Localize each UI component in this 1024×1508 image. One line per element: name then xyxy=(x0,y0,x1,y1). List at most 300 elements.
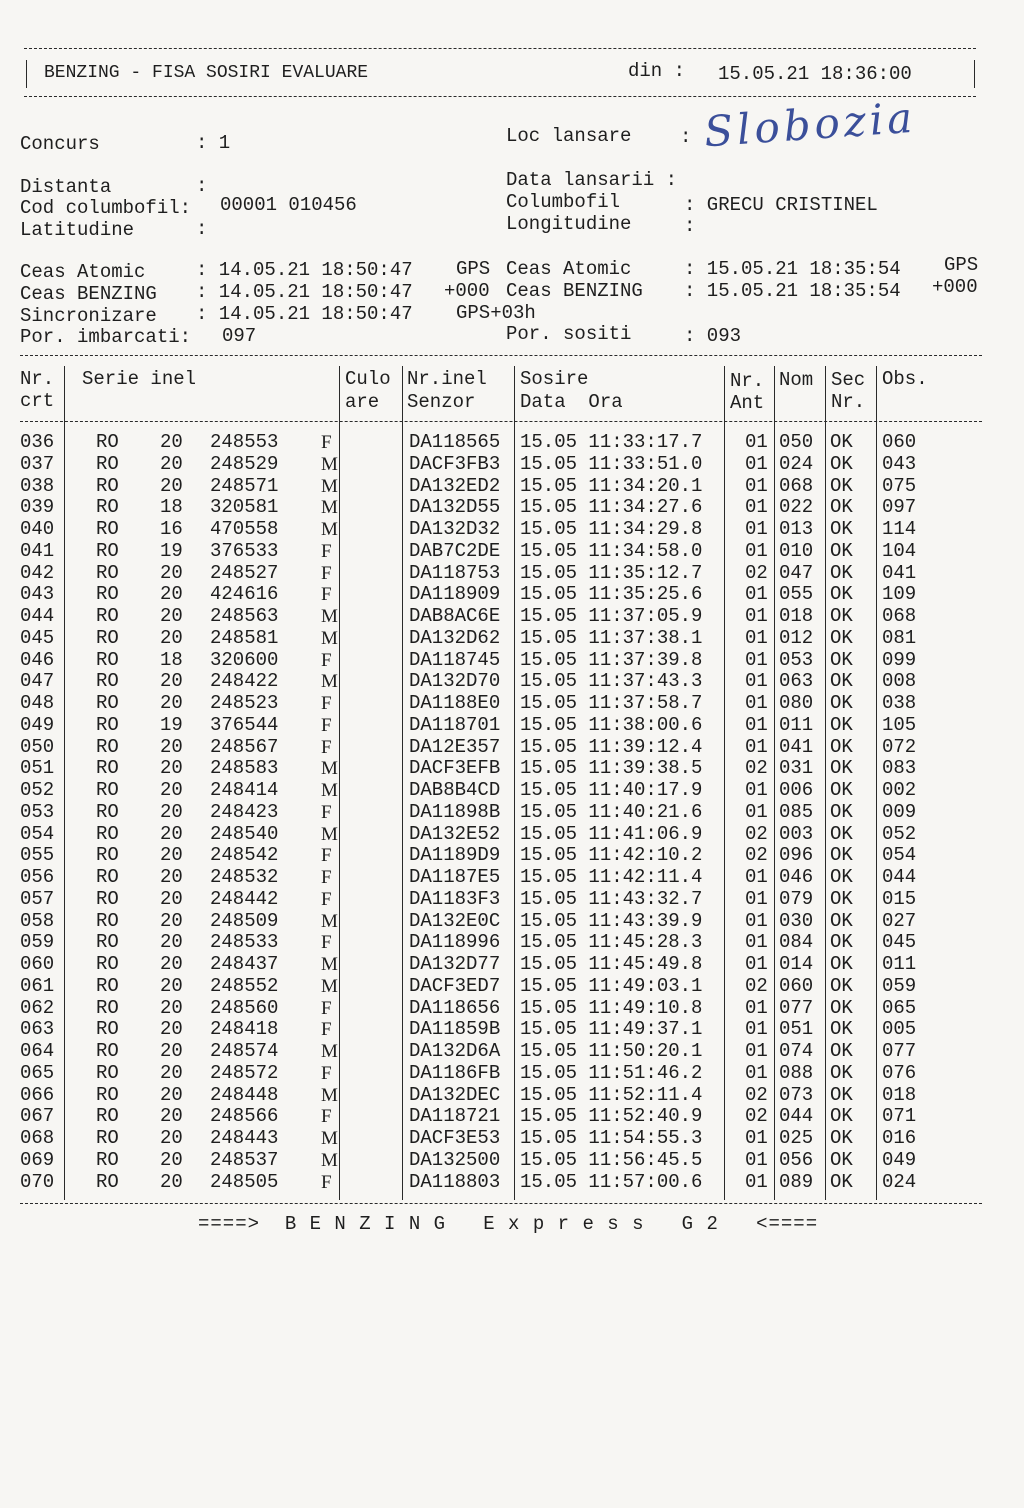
cell-tara: RO xyxy=(96,887,119,910)
cell-nr-ant: 01 xyxy=(745,648,768,671)
cell-nr-crt: 070 xyxy=(20,1170,55,1193)
cell-nom: 022 xyxy=(779,496,814,519)
cell-senzor: DA11859B xyxy=(409,1018,501,1041)
table-row xyxy=(0,693,1024,715)
clock-right-1-suffix: +000 xyxy=(932,276,978,298)
cell-nr-ant: 01 xyxy=(745,779,768,801)
cell-sex: F xyxy=(321,1019,332,1041)
cell-senzor: DA118803 xyxy=(409,1170,501,1193)
cell-nr-ant: 01 xyxy=(745,1018,768,1041)
cell-nom: 088 xyxy=(779,1061,814,1084)
table-row xyxy=(0,1085,1024,1107)
cell-senzor: DA1189D9 xyxy=(409,844,501,867)
cell-senzor: DA118721 xyxy=(409,1105,501,1128)
cell-serie: 248423 xyxy=(210,800,279,823)
cell-sosire: 15.05 11:49:37.1 xyxy=(520,1018,703,1041)
cell-senzor: DAB7C2DE xyxy=(409,539,501,562)
imbarcati-label: Por. imbarcati: xyxy=(20,326,192,348)
loc-lansare-sep: : xyxy=(680,126,692,148)
cell-senzor: DA132D55 xyxy=(409,496,501,519)
table-row xyxy=(0,476,1024,498)
cell-nr-ant: 02 xyxy=(745,974,768,997)
table-row xyxy=(0,628,1024,650)
cell-obs: 114 xyxy=(882,518,917,540)
cell-sex: M xyxy=(321,497,338,519)
loc-lansare-label: Loc lansare xyxy=(506,125,632,147)
cell-serie: 424616 xyxy=(210,583,279,606)
cell-sec-nr: OK xyxy=(830,844,853,867)
cell-serie: 248563 xyxy=(210,605,279,627)
cell-serie: 248560 xyxy=(210,996,279,1019)
cell-sosire: 15.05 11:42:11.4 xyxy=(520,866,703,888)
cell-sosire: 15.05 11:33:51.0 xyxy=(520,452,703,475)
cell-tara: RO xyxy=(96,909,119,932)
cell-sosire: 15.05 11:54:55.3 xyxy=(520,1127,703,1149)
cell-obs: 011 xyxy=(882,953,917,975)
cell-senzor: DA118745 xyxy=(409,648,501,671)
cell-sec-nr: OK xyxy=(830,1105,853,1128)
cell-sec-nr: OK xyxy=(830,583,853,606)
cell-senzor: DA132E52 xyxy=(409,822,501,845)
cell-nr-ant: 02 xyxy=(745,1083,768,1106)
cell-obs: 068 xyxy=(882,605,917,627)
cell-senzor: DACF3FB3 xyxy=(409,452,501,475)
columbofil-value: : GRECU CRISTINEL xyxy=(684,194,878,216)
cell-sex: F xyxy=(321,714,332,736)
cell-tara: RO xyxy=(96,496,119,519)
table-row xyxy=(0,1172,1024,1194)
cell-serie: 320600 xyxy=(210,648,279,671)
cell-sex: F xyxy=(321,845,332,867)
cell-tara: RO xyxy=(96,474,119,497)
cell-senzor: DA118701 xyxy=(409,713,501,736)
cell-nom: 080 xyxy=(779,692,814,714)
latitudine-label: Latitudine xyxy=(20,219,135,241)
loc-lansare-handwritten: Slobozia xyxy=(702,92,918,157)
cell-sex: F xyxy=(321,540,332,562)
cell-an: 18 xyxy=(160,496,183,519)
cell-sosire: 15.05 11:52:40.9 xyxy=(520,1105,703,1128)
cell-nr-ant: 01 xyxy=(745,670,768,693)
cell-tara: RO xyxy=(96,713,119,736)
cell-sex: M xyxy=(321,606,338,627)
cell-sex: M xyxy=(321,975,338,997)
cell-an: 20 xyxy=(160,974,183,997)
cell-senzor: DA132D62 xyxy=(409,626,501,649)
cell-sec-nr: OK xyxy=(830,518,853,540)
cell-obs: 060 xyxy=(882,431,917,453)
cell-nr-crt: 053 xyxy=(20,800,55,823)
cell-an: 20 xyxy=(160,431,183,453)
table-row xyxy=(0,758,1024,780)
cell-serie: 248418 xyxy=(210,1018,279,1041)
report-din-label: din : xyxy=(628,60,686,82)
table-row xyxy=(0,715,1024,737)
hdr-nr-inel-2: Senzor xyxy=(407,391,476,413)
cell-nom: 044 xyxy=(779,1105,814,1128)
cell-sec-nr: OK xyxy=(830,1061,853,1084)
cell-nr-crt: 060 xyxy=(20,953,55,975)
cell-tara: RO xyxy=(96,626,119,649)
cell-nr-crt: 045 xyxy=(20,626,55,649)
cell-tara: RO xyxy=(96,1127,119,1149)
cell-sec-nr: OK xyxy=(830,1170,853,1193)
cell-nr-ant: 02 xyxy=(745,844,768,867)
cell-sosire: 15.05 11:57:00.6 xyxy=(520,1170,703,1193)
table-row xyxy=(0,889,1024,911)
cell-serie: 248509 xyxy=(210,909,279,932)
cell-nr-crt: 055 xyxy=(20,844,55,867)
cell-an: 19 xyxy=(160,713,183,736)
footer-brand: ====> B E N Z I N G E x p r e s s G 2 <==== xyxy=(198,1213,819,1235)
cell-sex: F xyxy=(321,1106,332,1128)
cell-nr-ant: 01 xyxy=(745,1148,768,1171)
cell-obs: 105 xyxy=(882,713,917,736)
cell-nr-ant: 01 xyxy=(745,931,768,954)
clock-left-1-value: : 14.05.21 18:50:47 xyxy=(196,281,413,303)
cell-obs: 076 xyxy=(882,1061,917,1084)
cell-nr-crt: 069 xyxy=(20,1148,55,1171)
cell-obs: 027 xyxy=(882,909,917,932)
cell-an: 20 xyxy=(160,1018,183,1041)
cell-nr-ant: 01 xyxy=(745,1170,768,1193)
cell-sex: M xyxy=(321,954,338,975)
cell-tara: RO xyxy=(96,996,119,1019)
cell-senzor: DA132D70 xyxy=(409,670,501,693)
cell-sec-nr: OK xyxy=(830,1127,853,1149)
cell-nr-crt: 065 xyxy=(20,1061,55,1084)
clock-right-1-value: : 15.05.21 18:35:54 xyxy=(684,280,901,302)
table-row xyxy=(0,497,1024,519)
cell-sosire: 15.05 11:45:49.8 xyxy=(520,953,703,975)
distanta-label: Distanta xyxy=(20,176,112,198)
cell-nom: 018 xyxy=(779,605,814,627)
cell-sex: F xyxy=(321,1171,332,1193)
cell-tara: RO xyxy=(96,844,119,867)
cell-obs: 009 xyxy=(882,800,917,823)
cell-obs: 109 xyxy=(882,583,917,606)
cell-sec-nr: OK xyxy=(830,561,853,584)
cell-obs: 052 xyxy=(882,822,917,845)
cell-nr-ant: 01 xyxy=(745,800,768,823)
cell-sec-nr: OK xyxy=(830,887,853,910)
cell-an: 16 xyxy=(160,518,183,540)
cell-obs: 044 xyxy=(882,866,917,888)
cell-sex: M xyxy=(321,627,338,649)
cell-sec-nr: OK xyxy=(830,1148,853,1171)
cell-tara: RO xyxy=(96,953,119,975)
cell-an: 20 xyxy=(160,953,183,975)
cell-obs: 024 xyxy=(882,1170,917,1193)
cell-sec-nr: OK xyxy=(830,757,853,780)
cell-sex: F xyxy=(321,693,332,714)
cell-nom: 084 xyxy=(779,931,814,954)
cell-sec-nr: OK xyxy=(830,713,853,736)
cell-senzor: DA1183F3 xyxy=(409,887,501,910)
cell-nr-crt: 044 xyxy=(20,605,55,627)
cell-obs: 081 xyxy=(882,626,917,649)
cell-nr-ant: 01 xyxy=(745,539,768,562)
cell-senzor: DA11898B xyxy=(409,800,501,823)
cell-nr-crt: 040 xyxy=(20,518,55,540)
cell-sec-nr: OK xyxy=(830,1040,853,1062)
table-row xyxy=(0,737,1024,759)
cell-sosire: 15.05 11:43:32.7 xyxy=(520,887,703,910)
cell-nr-ant: 01 xyxy=(745,866,768,888)
table-row xyxy=(0,541,1024,563)
cell-sex: F xyxy=(321,562,332,584)
cell-tara: RO xyxy=(96,1018,119,1041)
cell-nom: 024 xyxy=(779,452,814,475)
cell-obs: 045 xyxy=(882,931,917,954)
cell-sec-nr: OK xyxy=(830,909,853,932)
cell-nom: 041 xyxy=(779,735,814,758)
cell-tara: RO xyxy=(96,670,119,693)
cell-sex: M xyxy=(321,519,338,540)
cell-senzor: DA132D6A xyxy=(409,1040,501,1062)
cell-serie: 248572 xyxy=(210,1061,279,1084)
cell-an: 20 xyxy=(160,1170,183,1193)
cell-senzor: DA118909 xyxy=(409,583,501,606)
cell-an: 20 xyxy=(160,626,183,649)
cell-an: 20 xyxy=(160,692,183,714)
table-row xyxy=(0,1106,1024,1128)
title-box-left xyxy=(26,60,27,88)
cell-nr-crt: 054 xyxy=(20,822,55,845)
distanta-sep: : xyxy=(196,175,208,197)
clock-right-0-suffix: GPS xyxy=(944,254,979,276)
cell-obs: 059 xyxy=(882,974,917,997)
table-row xyxy=(0,998,1024,1020)
table-row xyxy=(0,606,1024,628)
cell-serie: 248540 xyxy=(210,822,279,845)
cell-an: 20 xyxy=(160,909,183,932)
cell-serie: 248443 xyxy=(210,1127,279,1149)
clock-left-0-suffix: GPS xyxy=(456,258,491,280)
hdr-serie-inel: Serie inel xyxy=(82,368,197,390)
cell-nr-crt: 043 xyxy=(20,583,55,606)
cell-sosire: 15.05 11:34:58.0 xyxy=(520,539,703,562)
cell-sex: F xyxy=(321,649,332,671)
sositi-value: : 093 xyxy=(684,325,742,347)
title-box-bottom xyxy=(24,96,976,97)
cell-sec-nr: OK xyxy=(830,626,853,649)
cell-nom: 053 xyxy=(779,648,814,671)
cell-an: 20 xyxy=(160,735,183,758)
cell-serie: 248505 xyxy=(210,1170,279,1193)
latitudine-sep: : xyxy=(196,218,208,240)
clock-left-2-label: Sincronizare xyxy=(20,305,157,327)
cell-sosire: 15.05 11:40:17.9 xyxy=(520,779,703,801)
cell-nr-ant: 01 xyxy=(745,909,768,932)
cell-sex: F xyxy=(321,1062,332,1084)
cell-serie: 248571 xyxy=(210,474,279,497)
cell-nr-crt: 057 xyxy=(20,887,55,910)
cell-nom: 079 xyxy=(779,887,814,910)
cell-serie: 248532 xyxy=(210,866,279,888)
table-row xyxy=(0,954,1024,976)
cell-nom: 011 xyxy=(779,713,814,736)
cell-nr-ant: 01 xyxy=(745,996,768,1019)
cell-an: 20 xyxy=(160,1148,183,1171)
cell-an: 18 xyxy=(160,648,183,671)
cell-nr-ant: 02 xyxy=(745,822,768,845)
cell-obs: 008 xyxy=(882,670,917,693)
concurs-value: : 1 xyxy=(196,132,231,154)
cell-nr-crt: 064 xyxy=(20,1040,55,1062)
cell-nom: 096 xyxy=(779,844,814,867)
cell-sosire: 15.05 11:39:12.4 xyxy=(520,735,703,758)
cell-an: 20 xyxy=(160,779,183,801)
cell-sec-nr: OK xyxy=(830,474,853,497)
cell-nr-ant: 01 xyxy=(745,474,768,497)
cell-an: 20 xyxy=(160,1105,183,1128)
report-din-value: 15.05.21 18:36:00 xyxy=(718,63,912,85)
cell-nr-ant: 01 xyxy=(745,518,768,540)
cell-tara: RO xyxy=(96,648,119,671)
cell-obs: 054 xyxy=(882,844,917,867)
cell-sec-nr: OK xyxy=(830,1018,853,1041)
table-row xyxy=(0,563,1024,585)
imbarcati-value: 097 xyxy=(222,325,257,347)
cell-obs: 015 xyxy=(882,887,917,910)
cell-nr-ant: 01 xyxy=(745,692,768,714)
clock-left-1-label: Ceas BENZING xyxy=(20,283,157,305)
cell-nr-ant: 01 xyxy=(745,431,768,453)
cell-an: 20 xyxy=(160,1061,183,1084)
cell-nr-crt: 038 xyxy=(20,474,55,497)
cell-obs: 018 xyxy=(882,1083,917,1106)
cell-an: 20 xyxy=(160,931,183,954)
cell-an: 20 xyxy=(160,1040,183,1062)
cell-nr-ant: 01 xyxy=(745,605,768,627)
table-row xyxy=(0,519,1024,541)
cell-tara: RO xyxy=(96,692,119,714)
cell-sex: M xyxy=(321,758,338,780)
cell-senzor: DA1186FB xyxy=(409,1061,501,1084)
cell-sec-nr: OK xyxy=(830,692,853,714)
cell-an: 20 xyxy=(160,996,183,1019)
cell-obs: 049 xyxy=(882,1148,917,1171)
cell-obs: 016 xyxy=(882,1127,917,1149)
cell-senzor: DA118565 xyxy=(409,431,501,453)
cell-an: 19 xyxy=(160,539,183,562)
cell-serie: 248422 xyxy=(210,670,279,693)
cell-serie: 248448 xyxy=(210,1083,279,1106)
cell-sex: M xyxy=(321,1041,338,1062)
cell-senzor: DAB8AC6E xyxy=(409,605,501,627)
cell-nom: 030 xyxy=(779,909,814,932)
cell-serie: 248414 xyxy=(210,779,279,801)
cell-nr-crt: 047 xyxy=(20,670,55,693)
cell-sosire: 15.05 11:56:45.5 xyxy=(520,1148,703,1171)
cell-sosire: 15.05 11:34:20.1 xyxy=(520,474,703,497)
cell-sosire: 15.05 11:35:25.6 xyxy=(520,583,703,606)
cell-tara: RO xyxy=(96,822,119,845)
clock-right-1-label: Ceas BENZING xyxy=(506,280,643,302)
cell-an: 20 xyxy=(160,583,183,606)
cell-nr-crt: 063 xyxy=(20,1018,55,1041)
cell-sex: M xyxy=(321,823,338,845)
cell-serie: 248581 xyxy=(210,626,279,649)
cell-sec-nr: OK xyxy=(830,953,853,975)
cell-senzor: DA132D32 xyxy=(409,518,501,540)
cell-tara: RO xyxy=(96,757,119,780)
table-row xyxy=(0,1128,1024,1150)
cell-serie: 248553 xyxy=(210,431,279,453)
cell-nom: 046 xyxy=(779,866,814,888)
clock-left-0-label: Ceas Atomic xyxy=(20,261,146,283)
cell-sec-nr: OK xyxy=(830,452,853,475)
columbofil-label: Columbofil xyxy=(506,191,621,213)
cell-sec-nr: OK xyxy=(830,648,853,671)
cell-obs: 005 xyxy=(882,1018,917,1041)
cell-an: 20 xyxy=(160,866,183,888)
cell-senzor: DAB8B4CD xyxy=(409,779,501,801)
cell-sec-nr: OK xyxy=(830,866,853,888)
cell-an: 20 xyxy=(160,670,183,693)
cell-senzor: DA132ED2 xyxy=(409,474,501,497)
cell-an: 20 xyxy=(160,1083,183,1106)
cell-senzor: DA1188E0 xyxy=(409,692,501,714)
cell-serie: 470558 xyxy=(210,518,279,540)
cell-tara: RO xyxy=(96,1061,119,1084)
table-row xyxy=(0,650,1024,672)
cell-nr-crt: 067 xyxy=(20,1105,55,1128)
table-row xyxy=(0,671,1024,693)
cell-tara: RO xyxy=(96,1083,119,1106)
clock-left-2-value: : 14.05.21 18:50:47 xyxy=(196,303,413,325)
cell-sosire: 15.05 11:49:03.1 xyxy=(520,974,703,997)
cell-nr-crt: 042 xyxy=(20,561,55,584)
cell-an: 20 xyxy=(160,800,183,823)
cell-sosire: 15.05 11:33:17.7 xyxy=(520,431,703,453)
sositi-label: Por. sositi xyxy=(506,323,632,345)
cell-tara: RO xyxy=(96,1105,119,1128)
cell-an: 20 xyxy=(160,474,183,497)
cell-sex: M xyxy=(321,910,338,932)
cell-senzor: DACF3E53 xyxy=(409,1127,501,1149)
cell-sec-nr: OK xyxy=(830,1083,853,1106)
cell-sosire: 15.05 11:51:46.2 xyxy=(520,1061,703,1084)
cell-nom: 025 xyxy=(779,1127,814,1149)
cell-sex: M xyxy=(321,453,338,475)
cell-nom: 055 xyxy=(779,583,814,606)
cell-nom: 050 xyxy=(779,431,814,453)
table-row xyxy=(0,845,1024,867)
cell-sosire: 15.05 11:34:27.6 xyxy=(520,496,703,519)
cell-nr-crt: 037 xyxy=(20,452,55,475)
hdr-nr-crt-2: crt xyxy=(20,390,55,412)
data-lansarii-label: Data lansarii : xyxy=(506,169,678,191)
cell-serie: 248552 xyxy=(210,974,279,997)
cell-obs: 002 xyxy=(882,779,917,801)
cell-sec-nr: OK xyxy=(830,735,853,758)
hdr-sosire-1: Sosire xyxy=(520,368,589,390)
table-row xyxy=(0,584,1024,606)
cell-nom: 074 xyxy=(779,1040,814,1062)
cell-senzor: DA118996 xyxy=(409,931,501,954)
cell-sex: F xyxy=(321,888,332,910)
cell-obs: 077 xyxy=(882,1040,917,1062)
cell-sex: M xyxy=(321,1084,338,1106)
hdr-culoare-1: Culo xyxy=(345,368,391,390)
cell-an: 20 xyxy=(160,1127,183,1149)
cell-tara: RO xyxy=(96,1170,119,1193)
cell-sosire: 15.05 11:42:10.2 xyxy=(520,844,703,867)
cell-senzor: DA132500 xyxy=(409,1148,501,1171)
cell-tara: RO xyxy=(96,800,119,823)
